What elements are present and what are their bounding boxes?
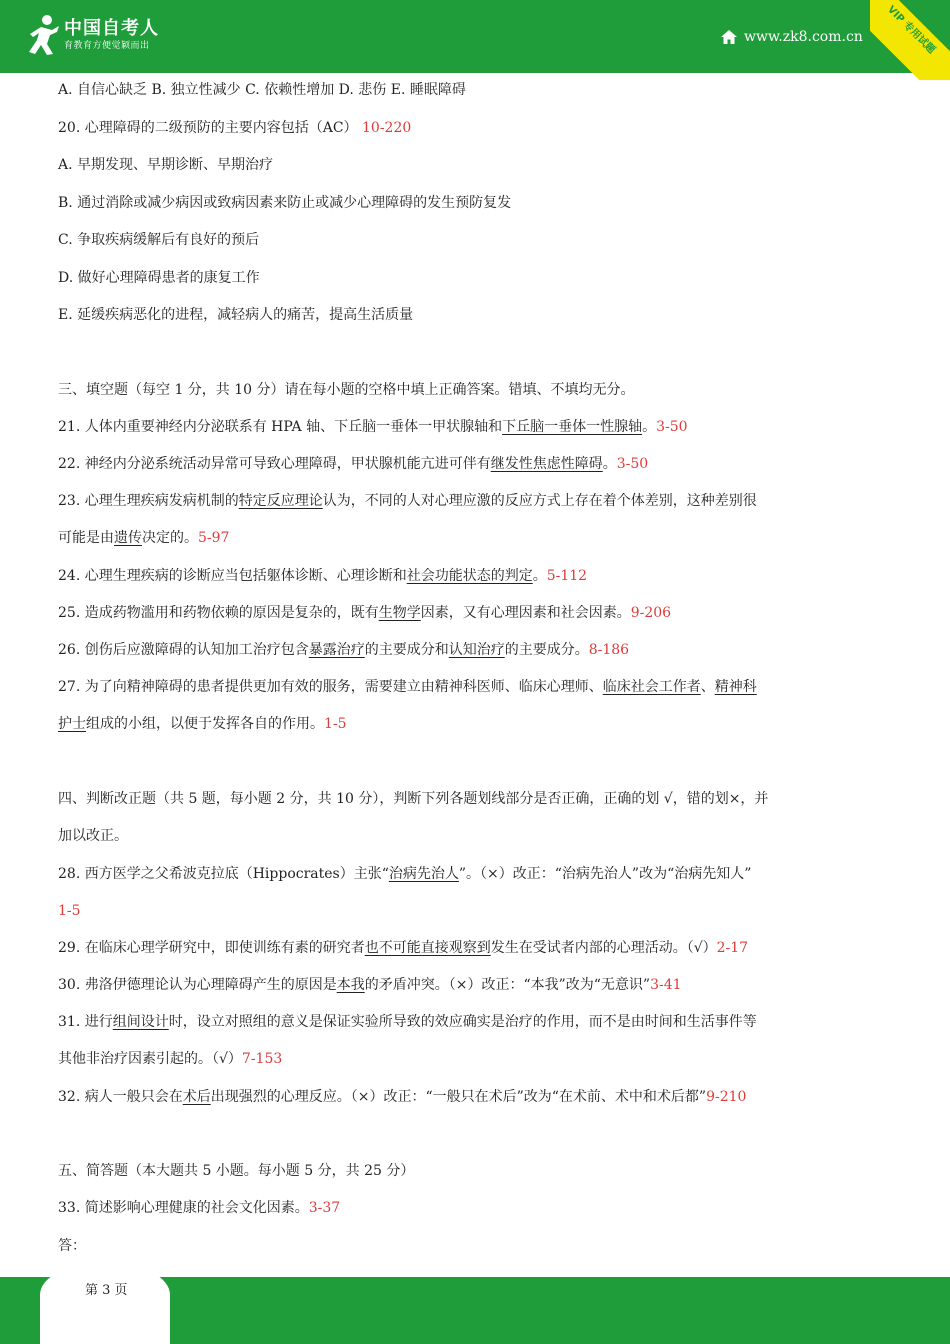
question-27: 27. 为了向精神障碍的患者提供更加有效的服务，需要建立由精神科医师、临床心理师、临床社会工作者、精神科 <box>58 679 757 695</box>
home-icon <box>720 29 738 45</box>
page-ref: 3-37 <box>308 1200 341 1216</box>
question-24: 24. 心理生理疾病的诊断应当包括躯体诊断、心理诊断和社会功能状态的判定。5-112 <box>58 568 588 584</box>
page-ref: 1-5 <box>324 716 347 732</box>
section-3-heading: 三、填空题（每空 1 分，共 10 分）请在每小题的空格中填上正确答案。错填、不填均无分。 <box>58 382 635 398</box>
page-ref: 10-220 <box>362 120 412 136</box>
question-21: 21. 人体内重要神经内分泌联系有 HPA 轴、下丘脑一垂体一甲状腺轴和下丘脑一垂体一性腺轴。3-50 <box>58 419 688 435</box>
question-28: 28. 西方医学之父希波克拉底（Hippocrates）主张“治病先治人”。（×）改正：“治病先治人”改为“治病先知人” <box>58 866 752 882</box>
question-28-ref <box>58 901 81 921</box>
runner-logo-icon <box>26 14 60 56</box>
question-25: 25. 造成药物滥用和药物依赖的原因是复杂的，既有生物学因素，又有心理因素和社会因素。9-206 <box>58 605 672 621</box>
page-number-bubble <box>40 1262 170 1344</box>
question-32: 32. 病人一般只会在术后出现强烈的心理反应。（×）改正：“一般只在术后”改为“在术前、术中和术后都”9-210 <box>58 1089 747 1105</box>
question-23-cont: 可能是由遗传决定的。5-97 <box>58 530 230 546</box>
option-a: A. 早期发现、早期诊断、早期治疗 <box>58 157 274 173</box>
options-line: A. 自信心缺乏 B. 独立性减少 C. 依赖性增加 D. 悲伤 E. 睡眠障碍 <box>58 82 466 98</box>
page-ref: 2-17 <box>716 940 749 956</box>
vip-corner-badge <box>870 0 950 80</box>
question-20: 20. 心理障碍的二级预防的主要内容包括（AC） 10-220 <box>58 120 412 136</box>
logo-title: 中国自考人 <box>64 18 159 39</box>
question-26: 26. 创伤后应激障碍的认知加工治疗包含暴露治疗的主要成分和认知治疗的主要成分。8-186 <box>58 642 630 658</box>
question-27-cont: 护士组成的小组，以便于发挥各自的作用。1-5 <box>58 716 347 732</box>
answer-label: 答： <box>58 1238 86 1254</box>
option-b: B. 通过消除或减少病因或致病因素来防止或减少心理障碍的发生预防复发 <box>58 195 512 211</box>
vip-badge-text: VIP 专用试题 <box>885 4 937 56</box>
question-33: 33. 简述影响心理健康的社会文化因素。3-37 <box>58 1200 341 1216</box>
page-ref: 9-210 <box>706 1089 747 1105</box>
page-ref: 1-5 <box>58 903 81 919</box>
section-5-heading: 五、简答题（本大题共 5 小题。每小题 5 分，共 25 分） <box>58 1163 415 1179</box>
question-22: 22. 神经内分泌系统活动异常可导致心理障碍，甲状腺机能亢进可伴有继发性焦虑性障碍。3-50 <box>58 456 649 472</box>
option-c: C. 争取疾病缓解后有良好的预后 <box>58 232 260 248</box>
page-ref: 7-153 <box>241 1051 283 1067</box>
header-bar <box>0 0 950 73</box>
site-link[interactable] <box>720 29 863 45</box>
site-logo[interactable] <box>26 14 159 56</box>
section-4-heading-cont: 加以改正。 <box>58 828 128 844</box>
question-31-cont: 其他非治疗因素引起的。（√）7-153 <box>58 1051 283 1067</box>
logo-subtitle: 育教育方便觉颖而出 <box>64 41 150 51</box>
page-ref: 3-50 <box>656 419 688 435</box>
logo-text <box>64 18 159 52</box>
section-4-heading: 四、判断改正题（共 5 题，每小题 2 分，共 10 分），判断下列各题划线部分是否正确，正确的划 √，错的划×，并 <box>58 791 769 807</box>
page-ref: 5-112 <box>546 568 588 584</box>
page-ref: 8-186 <box>588 642 630 658</box>
option-e: E. 延缓疾病恶化的进程，减轻病人的痛苦，提高生活质量 <box>58 307 414 323</box>
question-30: 30. 弗洛伊德理论认为心理障碍产生的原因是本我的矛盾冲突。（×）改正：“本我”改为“无意识”3-41 <box>58 977 682 993</box>
site-url: www.zk8.com.cn <box>744 29 863 45</box>
option-d: D. 做好心理障碍患者的康复工作 <box>58 270 260 286</box>
question-29: 29. 在临床心理学研究中，即使训练有素的研究者也不可能直接观察到发生在受试者内部的心理活动。（√）2-17 <box>58 940 749 956</box>
page-ref: 9-206 <box>630 605 672 621</box>
question-23: 23. 心理生理疾病发病机制的特定反应理论认为，不同的人对心理应激的反应方式上存在着个体差别，这种差别很 <box>58 493 757 509</box>
page-number: 第 3 页 <box>85 1283 128 1298</box>
page-ref: 3-50 <box>616 456 649 472</box>
page-ref: 5-97 <box>198 530 230 546</box>
page-ref: 3-41 <box>650 977 682 993</box>
question-31: 31. 进行组间设计时，设立对照组的意义是保证实验所导致的效应确实是治疗的作用，而不是由时间和生活事件等 <box>58 1014 757 1030</box>
